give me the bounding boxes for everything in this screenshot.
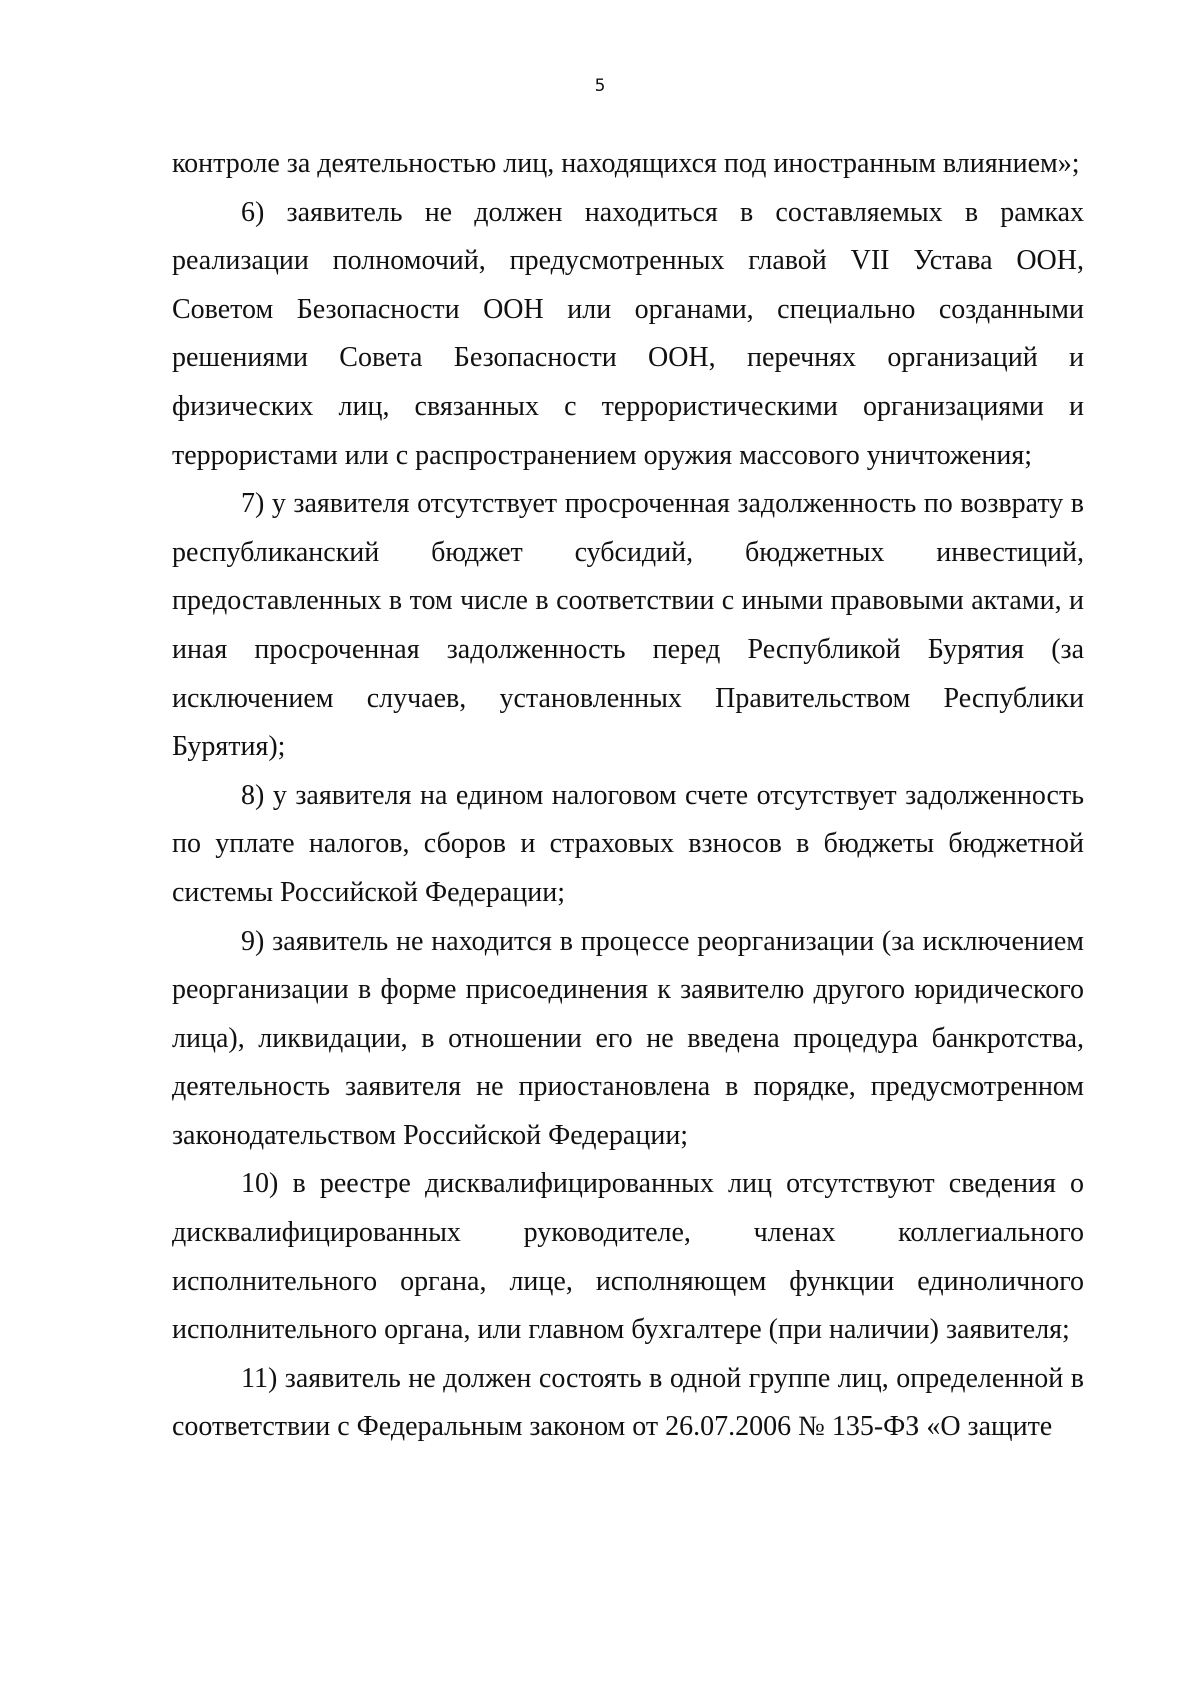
page-number: 5	[594, 76, 606, 96]
paragraph-item-10: 10) в реестре дисквалифицированных лиц отсутствуют сведения о дисквалифицированных руководителе, членах коллегиального исполнительного органа, лице, исполняющем функции единоличного исполнительного органа, или главном бухгалтере (при наличии) заявителя;	[172, 1168, 1084, 1346]
paragraph-item-9: 9) заявитель не находится в процессе реорганизации (за исключением реорганизации в форме присоединения к заявителю другого юридического лица), ликвидации, в отношении его не введена процедура банкротства, деятельность заявителя не приостановлена в порядке, предусмотренном законодательством Российской Федерации;	[172, 925, 1084, 1151]
paragraph-item-7: 7) у заявителя отсутствует просроченная задолженность по возврату в республиканский бюджет субсидий, бюджетных инвестиций, предоставленных в том числе в соответствии с иными правовыми актами, и иная просроченная задолженность перед Республикой Бурятия (за исключением случаев, установленных Правительством Республики Бурятия);	[172, 488, 1084, 763]
document-body	[172, 140, 1084, 1452]
paragraph-item-6: 6) заявитель не должен находиться в составляемых в рамках реализации полномочий, предусмотренных главой VII Устава ООН, Советом Безопасности ООН или органами, специально созданными решениями Совета Безопасности ООН, перечнях организаций и физических лиц, связанных с террористическими организациями и террористами или с распространением оружия массового уничтожения;	[172, 196, 1084, 471]
paragraph-item-11: 11) заявитель не должен состоять в одной группе лиц, определенной в соответствии с Федеральным законом от 26.07.2006 № 135-ФЗ «О защите	[172, 1362, 1084, 1443]
paragraph-item-8: 8) у заявителя на едином налоговом счете отсутствует задолженность по уплате налогов, сборов и страховых взносов в бюджеты бюджетной системы Российской Федерации;	[172, 779, 1084, 908]
paragraph-continuation: контроле за деятельностью лиц, находящихся под иностранным влиянием»;	[172, 148, 1080, 179]
